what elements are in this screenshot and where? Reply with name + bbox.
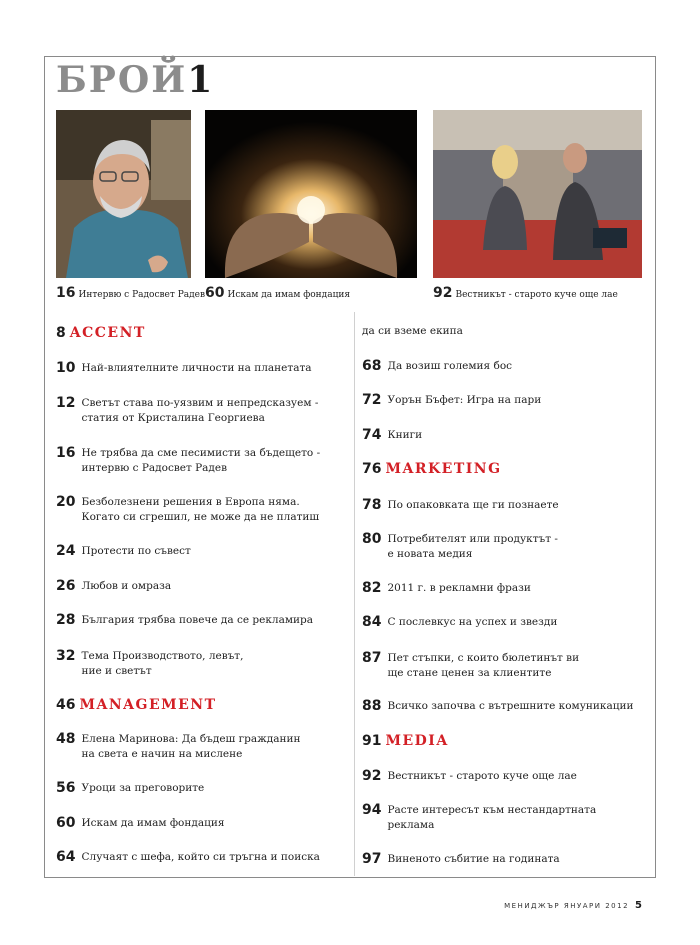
- section-management: 46 MANAGEMENT: [56, 697, 217, 713]
- photo-caption-2: 60 Искам да имам фондация: [205, 285, 351, 301]
- section-media: 91 MEDIA: [362, 733, 449, 749]
- toc-entry[interactable]: 60 Искам да имам фондация: [56, 815, 225, 831]
- photo-radosvet-radev: [56, 110, 191, 278]
- toc-entry[interactable]: 32 Тема Производството, левът, ние и светът: [56, 648, 244, 677]
- toc-entry[interactable]: 68 Да возиш големия бос: [362, 358, 513, 374]
- toc-entry[interactable]: 78 По опаковката ще ги познаете: [362, 497, 559, 513]
- section-accent: 8 ACCENT: [56, 325, 146, 341]
- toc-entry[interactable]: 56 Уроци за преговорите: [56, 780, 205, 796]
- issue-number: 1: [187, 59, 213, 101]
- photo-caption-3: 92 Вестникът - старото куче още лае: [433, 285, 618, 301]
- toc-entry[interactable]: 92 Вестникът - старото куче още лае: [362, 768, 577, 784]
- toc-entry[interactable]: 20 Безболезнени решения в Европа няма. Когато си сгрешил, не може да не платиш: [56, 494, 320, 523]
- magazine-issue-label: МЕНИДЖЪР ЯНУАРИ 2012: [504, 902, 630, 910]
- page-number: 5: [635, 900, 642, 911]
- toc-entry[interactable]: 84 С послевкус на успех и звезди: [362, 614, 558, 630]
- issue-word: БРОЙ: [56, 59, 188, 101]
- toc-entry[interactable]: 88 Всичко започва с вътрешните комуникации: [362, 698, 634, 714]
- section-marketing: 76 MARKETING: [362, 461, 502, 477]
- toc-entry[interactable]: 87 Пет стъпки, с които бюлетинът ви ще стане ценен за клиентите: [362, 650, 580, 679]
- photo-glowing-hands: [205, 110, 417, 278]
- toc-entry[interactable]: 72 Уорън Бъфет: Игра на пари: [362, 392, 542, 408]
- photo-caption-1: 16 Интервю с Радосвет Радев: [56, 285, 206, 301]
- column-divider: [354, 312, 355, 876]
- toc-entry[interactable]: 16 Не трябва да сме песимисти за бъдещето - интервю с Радосвет Радев: [56, 445, 321, 474]
- toc-entry[interactable]: 26 Любов и омраза: [56, 578, 172, 594]
- toc-entry[interactable]: 97 Виненото събитие на годината: [362, 851, 560, 867]
- toc-entry[interactable]: 94 Расте интересът към нестандартната реклама: [362, 802, 597, 831]
- toc-entry[interactable]: 10 Най-влиятелните личности на планетата: [56, 360, 312, 376]
- toc-entry[interactable]: 48 Елена Маринова: Да бъдеш гражданин на света е начин на мислене: [56, 731, 301, 760]
- toc-entry[interactable]: 80 Потребителят или продуктът - е новата медия: [362, 531, 558, 560]
- photo-train-readers: [433, 110, 642, 278]
- issue-title: [56, 59, 213, 101]
- toc-continuation: да си вземе екипа: [362, 325, 463, 337]
- toc-entry[interactable]: 64 Случаят с шефа, който си тръгна и поиска: [56, 849, 320, 865]
- toc-entry[interactable]: 74 Книги: [362, 427, 423, 443]
- toc-entry[interactable]: 24 Протести по съвест: [56, 543, 191, 559]
- toc-entry[interactable]: 28 България трябва повече да се рекламира: [56, 612, 313, 628]
- toc-entry[interactable]: 12 Светът става по-уязвим и непредсказуем - статия от Кристалина Георгиева: [56, 395, 319, 424]
- toc-entry[interactable]: 82 2011 г. в рекламни фрази: [362, 580, 531, 596]
- page-footer: [504, 900, 642, 911]
